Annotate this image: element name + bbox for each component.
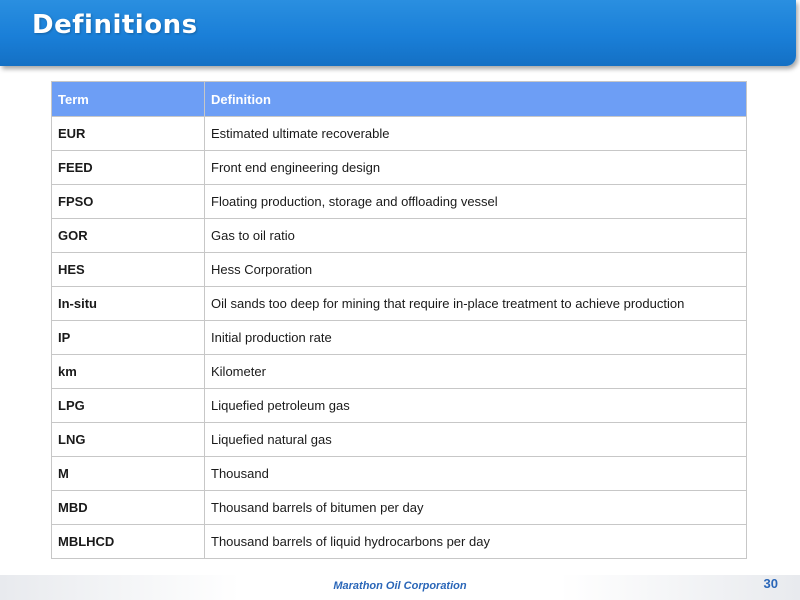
table-row [52,423,747,457]
table-row [52,185,747,219]
table-row [52,491,747,525]
definition-cell: Kilometer [205,355,747,389]
term-cell: IP [52,321,205,355]
table-row [52,287,747,321]
term-cell: M [52,457,205,491]
page-number: 30 [763,576,778,591]
term-cell: EUR [52,117,205,151]
term-cell: LNG [52,423,205,457]
definition-cell: Hess Corporation [205,253,747,287]
term-cell: LPG [52,389,205,423]
definition-cell: Thousand [205,457,747,491]
definition-cell: Oil sands too deep for mining that require in-place treatment to achieve production [205,287,747,321]
term-cell: km [52,355,205,389]
table-row [52,151,747,185]
definition-cell: Liquefied natural gas [205,423,747,457]
definition-cell: Thousand barrels of liquid hydrocarbons per day [205,525,747,559]
term-cell: FEED [52,151,205,185]
term-cell: GOR [52,219,205,253]
term-cell: HES [52,253,205,287]
table-row [52,321,747,355]
definitions-table [51,81,747,559]
table-header-row [52,82,747,117]
table-row [52,355,747,389]
table-row [52,525,747,559]
title-banner [0,0,796,66]
table-row [52,219,747,253]
table-row [52,253,747,287]
definition-cell: Front end engineering design [205,151,747,185]
column-header-term: Term [52,82,205,117]
definition-cell: Initial production rate [205,321,747,355]
term-cell: FPSO [52,185,205,219]
definition-cell: Gas to oil ratio [205,219,747,253]
table-row [52,117,747,151]
definition-cell: Estimated ultimate recoverable [205,117,747,151]
slide-title: Definitions [32,10,198,40]
table-row [52,457,747,491]
term-cell: MBD [52,491,205,525]
definition-cell: Liquefied petroleum gas [205,389,747,423]
term-cell: In-situ [52,287,205,321]
definition-cell: Floating production, storage and offloading vessel [205,185,747,219]
definition-cell: Thousand barrels of bitumen per day [205,491,747,525]
footer-company-name: Marathon Oil Corporation [333,580,467,592]
term-cell: MBLHCD [52,525,205,559]
table-row [52,389,747,423]
column-header-definition: Definition [205,82,747,117]
